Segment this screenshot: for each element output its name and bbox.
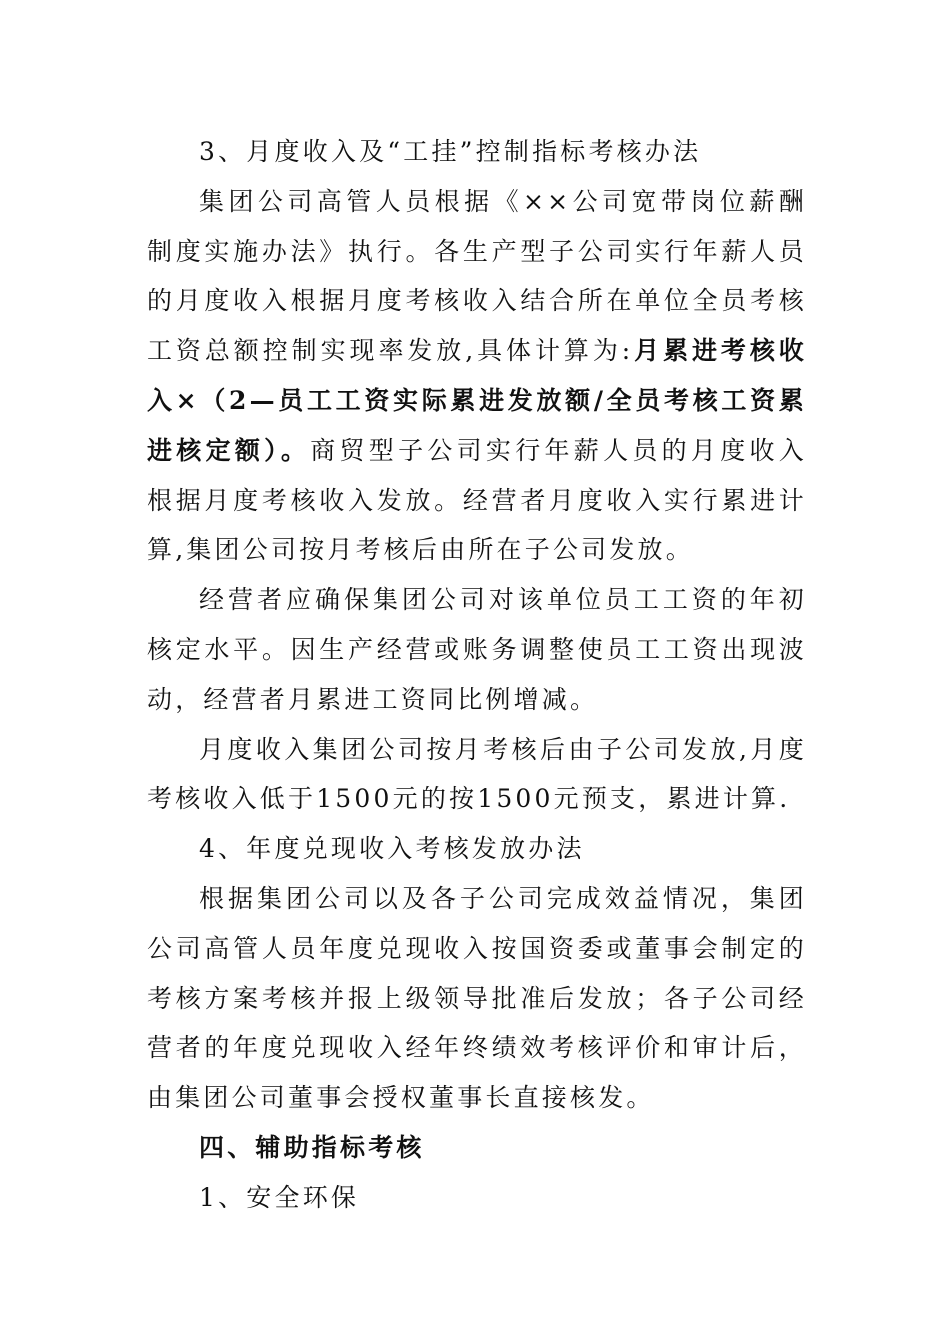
subheading-annual-income: 4、年度兑现收入考核发放办法 xyxy=(199,834,585,864)
paragraph-text: 集团公司高管人员根据《××公司宽带岗位薪酬制度实施办法》执行。各生产型子公司实行年薪人员的月度收入根据月度考核收入结合所在单位全员考核工资总额控制实现率发放,具体计算为: xyxy=(147,186,807,366)
formula-text: 月累进考核收入×（2—员工工资实际累进发放额/全员考核工资累进核定额）。 xyxy=(147,336,807,465)
subheading-safety-environment: 1、安全环保 xyxy=(199,1182,360,1212)
subheading-monthly-income: 3、月度收入及“工挂”控制指标考核办法 xyxy=(199,137,702,166)
paragraph-text: 商贸型子公司实行年薪人员的月度收入根据月度考核收入发放。经营者月度收入实行累进计算,集团公司按月考核后由所在子公司发放。 xyxy=(147,435,807,565)
paragraph-annual-income-rules: 根据集团公司以及各子公司完成效益情况，集团公司高管人员年度兑现收入按国资委或董事会制定的考核方案考核并报上级领导批准后发放；各子公司经营者的年度兑现收入经年终绩效考核评价和审计后，由集团公司董事会授权董事长直接核发。 xyxy=(147,883,807,1113)
paragraph-monthly-advance: 月度收入集团公司按月考核后由子公司发放,月度考核收入低于1500元的按1500元预支，累进计算. xyxy=(147,734,807,814)
paragraph-monthly-income-rules xyxy=(147,177,807,575)
section-heading-auxiliary-indicators: 四、辅助指标考核 xyxy=(199,1132,425,1162)
document-page xyxy=(147,127,807,1223)
paragraph-wage-level: 经营者应确保集团公司对该单位员工工资的年初核定水平。因生产经营或账务调整使员工工资出现波动，经营者月累进工资同比例增减。 xyxy=(147,585,807,714)
